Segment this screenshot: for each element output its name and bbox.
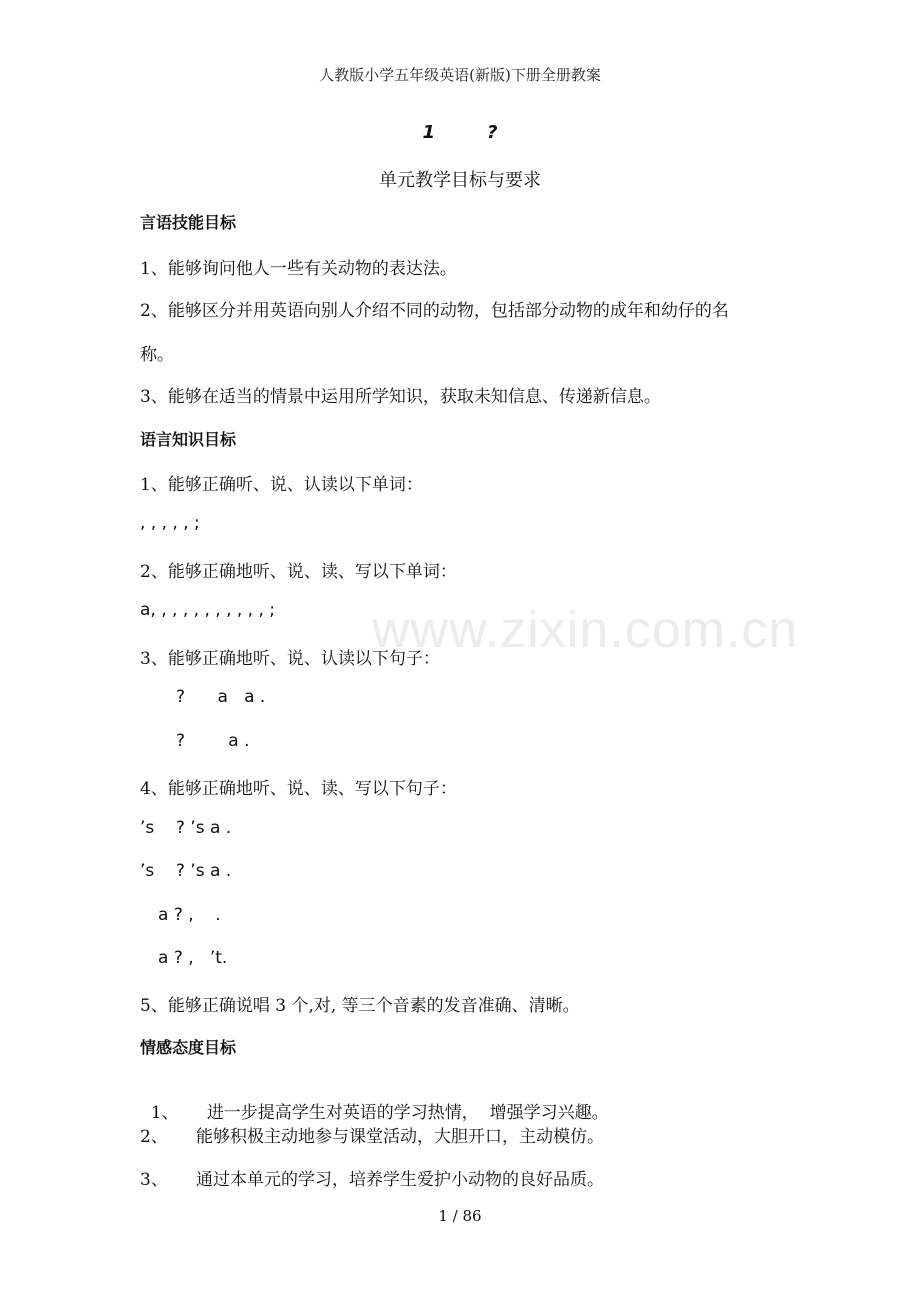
section-heading-attitude: 情感态度目标 xyxy=(140,1038,237,1057)
attitude-item-number: 3、 xyxy=(140,1170,168,1190)
knowledge-words-2: a, , , , , , , , , , , ; xyxy=(140,600,276,620)
attitude-item-number: 1、 xyxy=(150,1103,179,1123)
attitude-item-text: 进一步提高学生对英语的学习热情， 增强学习兴趣。 xyxy=(206,1103,609,1123)
skill-item-3: 3、能够在适当的情景中运用所学知识，获取未知信息、传递新信息。 xyxy=(140,387,661,407)
attitude-item-text: 通过本单元的学习，培养学生爱护小动物的良好品质。 xyxy=(196,1170,604,1190)
knowledge-item-3: 3、能够正确地听、说、认读以下句子： xyxy=(140,649,440,669)
knowledge-sentence-4: ’s ? ’s a . xyxy=(140,861,232,881)
section-heading-skill: 言语技能目标 xyxy=(140,213,237,232)
knowledge-sentence-1: ? a a . xyxy=(176,687,266,707)
knowledge-sentence-2: ? a . xyxy=(176,731,250,751)
section-heading-knowledge: 语言知识目标 xyxy=(140,430,237,449)
unit-subtitle: 单元教学目标与要求 xyxy=(379,170,541,191)
knowledge-sentence-6: a ? , ’t. xyxy=(158,948,228,968)
page-header: 人教版小学五年级英语(新版)下册全册教案 xyxy=(319,66,601,84)
attitude-item-text: 能够积极主动地参与课堂活动，大胆开口，主动模仿。 xyxy=(196,1127,604,1147)
unit-number: 1 xyxy=(422,122,436,143)
page-footer: 1 / 86 xyxy=(438,1207,482,1225)
knowledge-sentence-3: ’s ? ’s a . xyxy=(140,818,232,838)
unit-title xyxy=(0,122,920,143)
skill-item-2-cont: 称。 xyxy=(140,345,174,365)
attitude-item-2 xyxy=(140,1122,604,1147)
watermark: www.zixin.com.cn xyxy=(372,601,799,659)
knowledge-sentence-5: a ? , . xyxy=(158,905,221,925)
attitude-item-3 xyxy=(140,1165,604,1190)
knowledge-item-2: 2、能够正确地听、说、读、写以下单词： xyxy=(140,562,457,582)
knowledge-item-4: 4、能够正确地听、说、读、写以下句子： xyxy=(140,779,457,799)
attitude-item-1 xyxy=(140,1078,609,1123)
knowledge-item-5: 5、能够正确说唱 3 个,对, 等三个音素的发音准确、清晰。 xyxy=(140,996,580,1016)
knowledge-words-1: , , , , , ; xyxy=(140,513,200,533)
unit-question-mark: ? xyxy=(487,122,498,143)
skill-item-2: 2、能够区分并用英语向别人介绍不同的动物，包括部分动物的成年和幼仔的名 xyxy=(140,301,729,321)
attitude-item-number: 2、 xyxy=(140,1127,168,1147)
skill-item-1: 1、能够询问他人一些有关动物的表达法。 xyxy=(140,259,457,279)
knowledge-item-1: 1、能够正确听、说、认读以下单词： xyxy=(140,475,423,495)
